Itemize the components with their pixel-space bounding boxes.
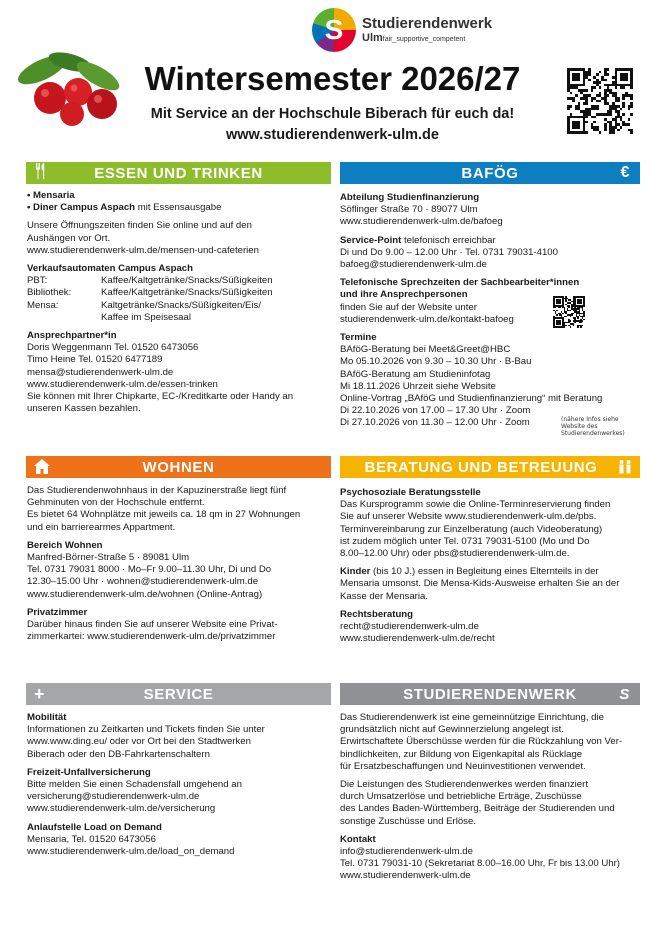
swerk-text: für Ersatzbeschaffungen und Neuinvestitionen verwendet. xyxy=(340,760,586,772)
bafoeg-termin: Mo 05.10.2026 von 9.30 – 10.30 Uhr · B-Bau xyxy=(340,356,532,368)
essen-contact: Timo Heine Tel. 01520 6477189 xyxy=(27,354,163,366)
section-title-bafoeg: BAFÖG xyxy=(461,164,519,182)
essen-payment: unseren Kassen bezahlen. xyxy=(27,403,141,415)
page-url: www.studierendenwerk-ulm.de xyxy=(226,127,439,143)
wohnen-privat-text: Darüber hinaus finden Sie auf unserer Website eine Privat- xyxy=(27,619,278,631)
service-link[interactable]: www.studierendenwerk-ulm.de/load_on_demand xyxy=(27,846,235,858)
automaten-key xyxy=(27,312,101,324)
bafoeg-heading-sprechzeiten: und ihre Ansprechpersonen xyxy=(340,289,468,301)
plus-icon: + xyxy=(34,683,46,704)
wohnen-link[interactable]: www.studierendenwerk-ulm.de/wohnen (Online-Antrag) xyxy=(27,588,263,600)
swerk-text: Die Leistungen des Studierendenwerkes werden finanziert xyxy=(340,779,588,791)
service-heading: Mobilität xyxy=(27,712,67,723)
bafoeg-link[interactable]: www.studierendenwerk-ulm.de/bafoeg xyxy=(340,216,503,228)
swerk-text: bindlichkeiten, zur Bildung von Eigenkapital als Rücklage xyxy=(340,748,583,760)
bafoeg-kontakt-link[interactable]: studierendenwerk-ulm.de/kontakt-bafoeg xyxy=(340,313,514,325)
essen-content xyxy=(27,190,332,415)
essen-heading-automaten: Verkaufsautomaten Campus Aspach xyxy=(27,263,193,275)
studierendenwerk-content xyxy=(340,712,640,883)
bafoeg-servicepoint: Service-Point telefonisch erreichbar xyxy=(340,234,496,246)
automaten-table xyxy=(27,275,332,324)
essen-web-link[interactable]: www.studierendenwerk-ulm.de/essen-trinken xyxy=(27,378,218,390)
bafoeg-termin: BAföG-Beratung bei Meet&Greet@HBC xyxy=(340,344,511,356)
service-text: Mensaria, Tel. 01520 6473056 xyxy=(27,833,156,845)
swerk-text: sonstige Zuschüsse und Erlöse. xyxy=(340,815,476,827)
section-bar-beratung xyxy=(340,456,640,478)
service-text: Biberach oder den DB-Fahrkartenschaltern xyxy=(27,748,210,760)
service-text: www.www.ding.eu/ oder vor Ort bei den Stadtwerken xyxy=(27,736,251,748)
bafoeg-heading: Abteilung Studienfinanzierung xyxy=(340,192,480,203)
page-title: Wintersemester 2026/27 xyxy=(144,60,521,97)
wohnen-address: Manfred-Börner-Straße 5 · 89081 Ulm xyxy=(27,552,190,564)
beratung-heading-recht: Rechtsberatung xyxy=(340,608,414,620)
wohnen-heading-privat: Privatzimmer xyxy=(27,606,88,618)
service-heading: Freizeit-Unfallversicherung xyxy=(27,766,151,778)
wohnen-text: und ein barrierearmes Appartment. xyxy=(27,521,176,533)
beratung-text: Sie auf unserer Website www.studierendenwerk-ulm.de/pbs. xyxy=(340,511,597,523)
beratung-text: 8.00–12.00 Uhr) oder pbs@studierendenwerk-ulm.de. xyxy=(340,548,570,560)
qr-code-main[interactable] xyxy=(567,68,633,134)
automaten-value: Kaffee/Kaltgetränke/Snacks/Süßigkeiten xyxy=(101,287,273,299)
bafoeg-heading-sprechzeiten: Telefonische Sprechzeiten der Sachbearbeiter*innen xyxy=(340,277,580,289)
wohnen-text: Das Studierendenwohnhaus in der Kapuzinerstraße liegt fünf xyxy=(27,485,287,496)
swerk-phone: Tel. 0731 79031-10 (Sekretariat 8.00–16.00 Uhr, Fr bis 13.00 Uhr) xyxy=(340,858,620,870)
bafoeg-text: finden Sie auf der Website unter xyxy=(340,301,477,313)
bafoeg-termin: Mi 18.11.2026 Uhrzeit siehe Website xyxy=(340,380,496,392)
section-title-essen: ESSEN UND TRINKEN xyxy=(94,164,263,182)
automaten-value: Kaltgetränke/Snacks/Süßigkeiten/Eis/ xyxy=(101,299,261,311)
essen-bullet-diner: • Diner Campus Aspach mit Essensausgabe xyxy=(27,202,222,214)
essen-contact: Doris Weggenmann Tel. 01520 6473056 xyxy=(27,342,199,354)
wohnen-hours: Tel. 0731 79031 8000 · Mo–Fr 9.00–11.30 Uhr, Di und Do xyxy=(27,564,272,576)
bafoeg-termin: BAföG-Beratung am Studieninfotag xyxy=(340,368,491,380)
swerk-web-link[interactable]: www.studierendenwerk-ulm.de xyxy=(340,870,471,882)
qr-code-bafoeg[interactable] xyxy=(553,296,585,328)
bafoeg-address: Söflinger Straße 70 · 89077 Ulm xyxy=(340,204,478,216)
bafoeg-content xyxy=(340,192,640,430)
logo-city-line xyxy=(362,33,492,44)
section-bar-service xyxy=(26,683,331,705)
service-content xyxy=(27,712,332,858)
section-bar-essen xyxy=(26,162,331,184)
essen-bullet-mensaria: • Mensaria xyxy=(27,190,75,201)
essen-payment: Sie können mit Ihrer Chipkarte, EC-/Kreditkarte oder Handy an xyxy=(27,391,294,403)
bafoeg-termin: Di 22.10.2026 von 17.00 – 17.30 Uhr · Zoom xyxy=(340,405,531,417)
beratung-recht-link[interactable]: www.studierendenwerk-ulm.de/recht xyxy=(340,633,495,645)
service-text: Bitte melden Sie einen Schadensfall umgehend an xyxy=(27,779,242,791)
wohnen-text: Gehminuten von der Hochschule entfernt. xyxy=(27,497,205,509)
automaten-key: Mensa: xyxy=(27,299,59,311)
section-title-service: SERVICE xyxy=(143,685,214,703)
page-subtitle: Mit Service an der Hochschule Biberach für euch da! xyxy=(150,106,515,122)
beratung-content xyxy=(340,487,640,645)
swerk-text: Erwirtschaftete Überschüsse werden für die Rückzahlung von Ver- xyxy=(340,736,623,748)
beratung-text: Das Kursprogramm sowie die Online-Terminreservierung finden xyxy=(340,499,611,511)
essen-link[interactable]: www.studierendenwerk-ulm.de/mensen-und-cafeterien xyxy=(27,244,259,256)
wohnen-heading: Bereich Wohnen xyxy=(27,539,103,551)
studierendenwerk-logo xyxy=(312,8,492,52)
wohnen-text: Es bietet 64 Wohnplätze mit jeweils ca. 18 qm in 27 Wohnungen xyxy=(27,509,301,521)
swerk-text: durch Umsatzerlöse und betriebliche Erträge, Zuschüsse xyxy=(340,791,582,803)
section-bar-studierendenwerk xyxy=(340,683,640,705)
section-title-wohnen: WOHNEN xyxy=(142,458,215,476)
service-email-link[interactable]: versicherung@studierendenwerk-ulm.de xyxy=(27,791,200,803)
section-title-beratung: BERATUNG UND BETREUUNG xyxy=(364,458,598,476)
swerk-heading-kontakt: Kontakt xyxy=(340,833,376,845)
essen-heading-contact: Ansprechpartner*in xyxy=(27,330,117,342)
euro-icon: € xyxy=(620,164,630,181)
wohnen-content xyxy=(27,485,332,643)
bafoeg-termin: Di 27.10.2026 von 11.30 – 12.00 Uhr · Zoom xyxy=(340,417,530,429)
logo-name: Studierendenwerk xyxy=(362,15,493,32)
swerk-text: des Landes Baden-Württemberg, Beiträge der Studierenden und xyxy=(340,803,615,815)
people-icon xyxy=(618,460,632,478)
section-bar-wohnen xyxy=(26,456,331,478)
essen-email-link[interactable]: mensa@studierendenwerk-ulm.de xyxy=(27,366,174,378)
essen-text: Unsere Öffnungszeiten finden Sie online und auf den xyxy=(27,220,252,232)
automaten-value: Kaffee im Speisesaal xyxy=(101,311,191,323)
section-bar-bafoeg xyxy=(340,162,640,184)
bafoeg-hours: Di und Do 9.00 – 12.00 Uhr · Tel. 0731 79031-4100 xyxy=(340,246,558,258)
logo-city: Ulm xyxy=(362,32,383,44)
service-heading: Anlaufstelle Load on Demand xyxy=(27,821,162,833)
bafoeg-note: (nähere Infos siehe Website des Studierendenwerkes) xyxy=(561,416,625,437)
section-title-studierendenwerk: STUDIERENDENWERK xyxy=(403,685,577,703)
swerk-email-link[interactable]: info@studierendenwerk-ulm.de xyxy=(340,846,473,858)
service-link[interactable]: www.studierendenwerk-ulm.de/versicherung xyxy=(27,803,216,815)
wohnen-privat-link[interactable]: zimmerkartei: www.studierendenwerk-ulm.de/privatzimmer xyxy=(27,631,276,643)
wohnen-hours: 12.30–15.00 Uhr · wohnen@studierendenwerk-ulm.de xyxy=(27,576,259,588)
beratung-kinder: Kasse der Mensaria. xyxy=(340,590,428,602)
automaten-value: Kaffee/Kaltgetränke/Snacks/Süßigkeiten xyxy=(101,275,273,287)
beratung-kinder: Mensaria umsonst. Die Mensa-Kids-Ausweise erhalten Sie an der xyxy=(340,578,620,590)
essen-text: Aushängen vor Ort. xyxy=(27,232,111,244)
swerk-text: grundsätzlich nicht auf Gewinnerzielung angelegt ist. xyxy=(340,724,564,736)
beratung-recht-email[interactable]: recht@studierendenwerk-ulm.de xyxy=(340,621,479,633)
swerk-text: Das Studierendenwerk ist eine gemeinnützige Einrichtung, die xyxy=(340,712,604,723)
bafoeg-email-link[interactable]: bafoeg@studierendenwerk-ulm.de xyxy=(340,259,487,271)
automaten-key: PBT: xyxy=(27,275,48,287)
automaten-key: Bibliothek: xyxy=(27,287,72,299)
beratung-kinder: Kinder (bis 10 J.) essen in Begleitung eines Elternteils in der xyxy=(340,566,599,578)
s-logo-icon: S xyxy=(619,685,630,703)
logo-mark-icon: S xyxy=(312,8,356,52)
beratung-text: ist zudem möglich unter Tel. 0731 79031-5100 (Mo und Do xyxy=(340,535,590,547)
logo-tagline: fair_supportive_competent xyxy=(382,36,466,43)
service-text: Informationen zu Zeitkarten und Tickets finden Sie unter xyxy=(27,724,265,736)
bafoeg-heading-termine: Termine xyxy=(340,332,377,344)
bafoeg-termin: Online-Vortrag „BAföG und Studienfinanzierung“ mit Beratung xyxy=(340,393,603,405)
beratung-heading: Psychosoziale Beratungsstelle xyxy=(340,487,481,498)
beratung-text: Terminvereinbarung zur Einzelberatung (auch Videoberatung) xyxy=(340,523,603,535)
